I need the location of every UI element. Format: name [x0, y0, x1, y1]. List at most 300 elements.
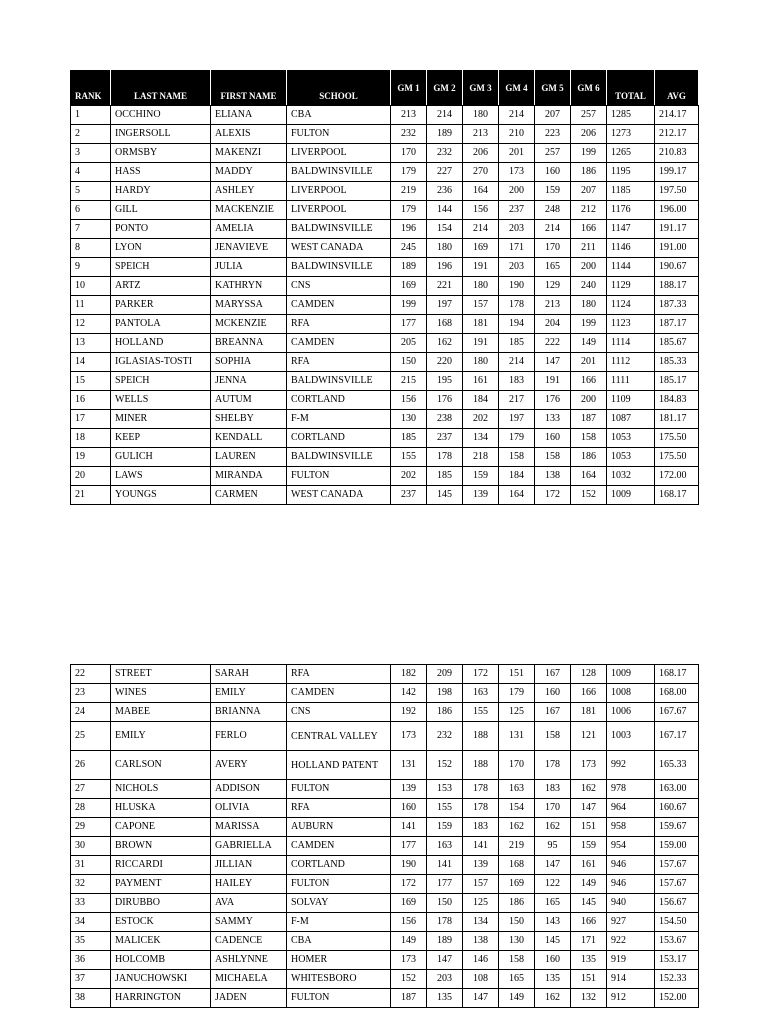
gm5-cell: 145 — [535, 932, 571, 951]
gm4-cell: 131 — [499, 722, 535, 751]
total-cell: 919 — [607, 951, 655, 970]
gm1-cell: 205 — [391, 334, 427, 353]
total-cell: 1147 — [607, 220, 655, 239]
gm6-cell: 173 — [571, 751, 607, 780]
table-row — [71, 315, 699, 334]
rank-cell: 1 — [71, 106, 111, 125]
gm6-cell: 161 — [571, 856, 607, 875]
last-name-cell: BROWN — [111, 837, 211, 856]
gm1-cell: 179 — [391, 163, 427, 182]
avg-cell: 188.17 — [655, 277, 699, 296]
gm1-cell: 130 — [391, 410, 427, 429]
table-row — [71, 372, 699, 391]
gm2-cell: 236 — [427, 182, 463, 201]
gm5-cell: 257 — [535, 144, 571, 163]
rank-cell: 19 — [71, 448, 111, 467]
table-row — [71, 818, 699, 837]
school-cell: RFA — [287, 799, 391, 818]
rank-cell: 2 — [71, 125, 111, 144]
last-name-cell: JANUCHOWSKI — [111, 970, 211, 989]
gm5-cell: 170 — [535, 239, 571, 258]
rank-cell: 32 — [71, 875, 111, 894]
gm2-cell: 185 — [427, 467, 463, 486]
rank-cell: 36 — [71, 951, 111, 970]
first-name-cell: HAILEY — [211, 875, 287, 894]
avg-cell: 167.67 — [655, 703, 699, 722]
gm6-cell: 199 — [571, 144, 607, 163]
gm5-cell: 160 — [535, 951, 571, 970]
header-last-name: LAST NAME — [111, 71, 211, 106]
last-name-cell: HASS — [111, 163, 211, 182]
school-cell: WHITESBORO — [287, 970, 391, 989]
last-name-cell: NICHOLS — [111, 780, 211, 799]
first-name-cell: MACKENZIE — [211, 201, 287, 220]
last-name-cell: YOUNGS — [111, 486, 211, 505]
last-name-cell: CARLSON — [111, 751, 211, 780]
gm6-cell: 128 — [571, 665, 607, 684]
table-row — [71, 258, 699, 277]
last-name-cell: HOLLAND — [111, 334, 211, 353]
school-cell: WEST CANADA — [287, 239, 391, 258]
school-cell: FULTON — [287, 125, 391, 144]
total-cell: 922 — [607, 932, 655, 951]
gm4-cell: 185 — [499, 334, 535, 353]
gm3-cell: 270 — [463, 163, 499, 182]
first-name-cell: AUTUM — [211, 391, 287, 410]
gm3-cell: 139 — [463, 486, 499, 505]
gm2-cell: 237 — [427, 429, 463, 448]
gm3-cell: 178 — [463, 780, 499, 799]
first-name-cell: CADENCE — [211, 932, 287, 951]
gm4-cell: 186 — [499, 894, 535, 913]
last-name-cell: PAYMENT — [111, 875, 211, 894]
last-name-cell: PONTO — [111, 220, 211, 239]
rank-cell: 11 — [71, 296, 111, 315]
total-cell: 1176 — [607, 201, 655, 220]
gm4-cell: 158 — [499, 448, 535, 467]
gm1-cell: 185 — [391, 429, 427, 448]
gm1-cell: 202 — [391, 467, 427, 486]
avg-cell: 167.17 — [655, 722, 699, 751]
avg-cell: 181.17 — [655, 410, 699, 429]
gm4-cell: 163 — [499, 780, 535, 799]
rank-cell: 17 — [71, 410, 111, 429]
gm6-cell: 187 — [571, 410, 607, 429]
table-row — [71, 277, 699, 296]
avg-cell: 191.17 — [655, 220, 699, 239]
avg-cell: 197.50 — [655, 182, 699, 201]
gm4-cell: 125 — [499, 703, 535, 722]
total-cell: 1285 — [607, 106, 655, 125]
gm5-cell: 176 — [535, 391, 571, 410]
school-cell: BALDWINSVILLE — [287, 258, 391, 277]
total-cell: 1006 — [607, 703, 655, 722]
table-row — [71, 125, 699, 144]
table-row — [71, 703, 699, 722]
gm6-cell: 186 — [571, 448, 607, 467]
school-cell: CORTLAND — [287, 429, 391, 448]
gm2-cell: 196 — [427, 258, 463, 277]
gm4-cell: 151 — [499, 665, 535, 684]
school-cell: BALDWINSVILLE — [287, 220, 391, 239]
total-cell: 1144 — [607, 258, 655, 277]
table-row — [71, 665, 699, 684]
gm3-cell: 164 — [463, 182, 499, 201]
gm3-cell: 180 — [463, 106, 499, 125]
header-gm2: GM 2 — [427, 71, 463, 106]
gm4-cell: 130 — [499, 932, 535, 951]
last-name-cell: SPEICH — [111, 258, 211, 277]
avg-cell: 159.67 — [655, 818, 699, 837]
school-cell: LIVERPOOL — [287, 182, 391, 201]
gm1-cell: 152 — [391, 970, 427, 989]
gm5-cell: 162 — [535, 818, 571, 837]
school-cell: RFA — [287, 353, 391, 372]
gm2-cell: 168 — [427, 315, 463, 334]
school-cell: CAMDEN — [287, 334, 391, 353]
header-gm5: GM 5 — [535, 71, 571, 106]
total-cell: 978 — [607, 780, 655, 799]
table-row — [71, 799, 699, 818]
table-row — [71, 220, 699, 239]
total-cell: 954 — [607, 837, 655, 856]
gm2-cell: 147 — [427, 951, 463, 970]
first-name-cell: MICHAELA — [211, 970, 287, 989]
gm3-cell: 183 — [463, 818, 499, 837]
total-cell: 1053 — [607, 429, 655, 448]
gm6-cell: 201 — [571, 353, 607, 372]
rank-cell: 27 — [71, 780, 111, 799]
gm4-cell: 154 — [499, 799, 535, 818]
gm6-cell: 151 — [571, 970, 607, 989]
gm6-cell: 132 — [571, 989, 607, 1008]
school-cell: FULTON — [287, 780, 391, 799]
gm3-cell: 172 — [463, 665, 499, 684]
gm4-cell: 150 — [499, 913, 535, 932]
gm1-cell: 155 — [391, 448, 427, 467]
avg-cell: 165.33 — [655, 751, 699, 780]
gm4-cell: 162 — [499, 818, 535, 837]
first-name-cell: FERLO — [211, 722, 287, 751]
gm3-cell: 147 — [463, 989, 499, 1008]
gm4-cell: 158 — [499, 951, 535, 970]
rank-cell: 21 — [71, 486, 111, 505]
gm2-cell: 178 — [427, 448, 463, 467]
avg-cell: 153.17 — [655, 951, 699, 970]
gm3-cell: 188 — [463, 722, 499, 751]
table-row — [71, 932, 699, 951]
gm1-cell: 190 — [391, 856, 427, 875]
gm2-cell: 159 — [427, 818, 463, 837]
total-cell: 1009 — [607, 665, 655, 684]
avg-cell: 185.67 — [655, 334, 699, 353]
gm5-cell: 213 — [535, 296, 571, 315]
gm2-cell: 232 — [427, 722, 463, 751]
gm5-cell: 95 — [535, 837, 571, 856]
total-cell: 940 — [607, 894, 655, 913]
rank-cell: 20 — [71, 467, 111, 486]
first-name-cell: MADDY — [211, 163, 287, 182]
first-name-cell: ASHLEY — [211, 182, 287, 201]
gm6-cell: 149 — [571, 334, 607, 353]
first-name-cell: SAMMY — [211, 913, 287, 932]
last-name-cell: IGLASIAS-TOSTI — [111, 353, 211, 372]
gm1-cell: 173 — [391, 951, 427, 970]
gm2-cell: 163 — [427, 837, 463, 856]
gm3-cell: 155 — [463, 703, 499, 722]
gm3-cell: 178 — [463, 799, 499, 818]
table-body-bottom — [71, 665, 699, 1008]
gm1-cell: 187 — [391, 989, 427, 1008]
last-name-cell: INGERSOLL — [111, 125, 211, 144]
rank-cell: 29 — [71, 818, 111, 837]
gm5-cell: 159 — [535, 182, 571, 201]
gm4-cell: 149 — [499, 989, 535, 1008]
total-cell: 914 — [607, 970, 655, 989]
first-name-cell: SOPHIA — [211, 353, 287, 372]
gm6-cell: 200 — [571, 258, 607, 277]
last-name-cell: RICCARDI — [111, 856, 211, 875]
total-cell: 958 — [607, 818, 655, 837]
gm2-cell: 221 — [427, 277, 463, 296]
gm3-cell: 157 — [463, 296, 499, 315]
table-row — [71, 296, 699, 315]
gm2-cell: 186 — [427, 703, 463, 722]
first-name-cell: JADEN — [211, 989, 287, 1008]
gm5-cell: 207 — [535, 106, 571, 125]
avg-cell: 187.33 — [655, 296, 699, 315]
school-cell: BALDWINSVILLE — [287, 448, 391, 467]
table-row — [71, 989, 699, 1008]
gm4-cell: 190 — [499, 277, 535, 296]
gm6-cell: 257 — [571, 106, 607, 125]
gm6-cell: 121 — [571, 722, 607, 751]
rank-cell: 30 — [71, 837, 111, 856]
rank-cell: 7 — [71, 220, 111, 239]
gm6-cell: 186 — [571, 163, 607, 182]
table-row — [71, 429, 699, 448]
gm4-cell: 217 — [499, 391, 535, 410]
gm1-cell: 139 — [391, 780, 427, 799]
gm2-cell: 238 — [427, 410, 463, 429]
school-cell: CBA — [287, 106, 391, 125]
gm3-cell: 157 — [463, 875, 499, 894]
last-name-cell: WINES — [111, 684, 211, 703]
avg-cell: 196.00 — [655, 201, 699, 220]
table-row — [71, 875, 699, 894]
total-cell: 992 — [607, 751, 655, 780]
rank-cell: 14 — [71, 353, 111, 372]
school-cell: HOLLAND PATENT — [287, 751, 391, 780]
standings-table-bottom — [70, 664, 699, 1008]
gm1-cell: 237 — [391, 486, 427, 505]
gm6-cell: 211 — [571, 239, 607, 258]
gm6-cell: 158 — [571, 429, 607, 448]
school-cell: CAMDEN — [287, 296, 391, 315]
gm2-cell: 135 — [427, 989, 463, 1008]
gm3-cell: 180 — [463, 353, 499, 372]
gm1-cell: 170 — [391, 144, 427, 163]
school-cell: CENTRAL VALLEY — [287, 722, 391, 751]
gm2-cell: 177 — [427, 875, 463, 894]
avg-cell: 152.33 — [655, 970, 699, 989]
gm1-cell: 215 — [391, 372, 427, 391]
gm5-cell: 133 — [535, 410, 571, 429]
avg-cell: 175.50 — [655, 429, 699, 448]
gm1-cell: 131 — [391, 751, 427, 780]
table-row — [71, 780, 699, 799]
gm2-cell: 180 — [427, 239, 463, 258]
rank-cell: 16 — [71, 391, 111, 410]
total-cell: 1008 — [607, 684, 655, 703]
gm6-cell: 135 — [571, 951, 607, 970]
gm2-cell: 209 — [427, 665, 463, 684]
gm6-cell: 151 — [571, 818, 607, 837]
header-avg: AVG — [655, 71, 699, 106]
gm1-cell: 213 — [391, 106, 427, 125]
gm2-cell: 214 — [427, 106, 463, 125]
gm6-cell: 166 — [571, 913, 607, 932]
gm2-cell: 153 — [427, 780, 463, 799]
gm6-cell: 181 — [571, 703, 607, 722]
gm1-cell: 199 — [391, 296, 427, 315]
avg-cell: 160.67 — [655, 799, 699, 818]
gm5-cell: 167 — [535, 665, 571, 684]
standings-table-top — [70, 70, 699, 505]
gm2-cell: 152 — [427, 751, 463, 780]
first-name-cell: ALEXIS — [211, 125, 287, 144]
total-cell: 1124 — [607, 296, 655, 315]
last-name-cell: WELLS — [111, 391, 211, 410]
gm6-cell: 166 — [571, 372, 607, 391]
gm1-cell: 189 — [391, 258, 427, 277]
gm6-cell: 162 — [571, 780, 607, 799]
first-name-cell: AMELIA — [211, 220, 287, 239]
table-row — [71, 894, 699, 913]
last-name-cell: GULICH — [111, 448, 211, 467]
gm5-cell: 178 — [535, 751, 571, 780]
first-name-cell: JILLIAN — [211, 856, 287, 875]
gm5-cell: 167 — [535, 703, 571, 722]
total-cell: 1009 — [607, 486, 655, 505]
last-name-cell: MABEE — [111, 703, 211, 722]
gm3-cell: 125 — [463, 894, 499, 913]
last-name-cell: HARDY — [111, 182, 211, 201]
gm3-cell: 214 — [463, 220, 499, 239]
gm2-cell: 203 — [427, 970, 463, 989]
first-name-cell: JENAVIEVE — [211, 239, 287, 258]
gm3-cell: 161 — [463, 372, 499, 391]
gm2-cell: 198 — [427, 684, 463, 703]
gm3-cell: 156 — [463, 201, 499, 220]
gm4-cell: 171 — [499, 239, 535, 258]
rank-cell: 12 — [71, 315, 111, 334]
table-body-top — [71, 106, 699, 505]
first-name-cell: ELIANA — [211, 106, 287, 125]
table-row — [71, 722, 699, 751]
gm2-cell: 195 — [427, 372, 463, 391]
gm3-cell: 202 — [463, 410, 499, 429]
first-name-cell: CARMEN — [211, 486, 287, 505]
total-cell: 964 — [607, 799, 655, 818]
gm3-cell: 206 — [463, 144, 499, 163]
school-cell: LIVERPOOL — [287, 144, 391, 163]
avg-cell: 157.67 — [655, 856, 699, 875]
last-name-cell: EMILY — [111, 722, 211, 751]
school-cell: F-M — [287, 913, 391, 932]
avg-cell: 156.67 — [655, 894, 699, 913]
rank-cell: 3 — [71, 144, 111, 163]
total-cell: 1032 — [607, 467, 655, 486]
gm1-cell: 177 — [391, 315, 427, 334]
rank-cell: 35 — [71, 932, 111, 951]
gm6-cell: 206 — [571, 125, 607, 144]
gm2-cell: 189 — [427, 125, 463, 144]
gm3-cell: 184 — [463, 391, 499, 410]
first-name-cell: GABRIELLA — [211, 837, 287, 856]
table-row — [71, 467, 699, 486]
last-name-cell: MINER — [111, 410, 211, 429]
school-cell: CNS — [287, 277, 391, 296]
table-row — [71, 448, 699, 467]
gm5-cell: 135 — [535, 970, 571, 989]
last-name-cell: PANTOLA — [111, 315, 211, 334]
gm4-cell: 168 — [499, 856, 535, 875]
first-name-cell: MARISSA — [211, 818, 287, 837]
avg-cell: 190.67 — [655, 258, 699, 277]
gm6-cell: 166 — [571, 220, 607, 239]
first-name-cell: SHELBY — [211, 410, 287, 429]
gm2-cell: 141 — [427, 856, 463, 875]
first-name-cell: SARAH — [211, 665, 287, 684]
gm4-cell: 214 — [499, 106, 535, 125]
avg-cell: 168.17 — [655, 665, 699, 684]
gm1-cell: 169 — [391, 894, 427, 913]
total-cell: 927 — [607, 913, 655, 932]
school-cell: BALDWINSVILLE — [287, 163, 391, 182]
gm6-cell: 147 — [571, 799, 607, 818]
avg-cell: 157.67 — [655, 875, 699, 894]
total-cell: 946 — [607, 856, 655, 875]
gm4-cell: 214 — [499, 353, 535, 372]
avg-cell: 191.00 — [655, 239, 699, 258]
last-name-cell: MALICEK — [111, 932, 211, 951]
rank-cell: 38 — [71, 989, 111, 1008]
last-name-cell: GILL — [111, 201, 211, 220]
gm5-cell: 158 — [535, 448, 571, 467]
gm2-cell: 176 — [427, 391, 463, 410]
gm5-cell: 191 — [535, 372, 571, 391]
rank-cell: 6 — [71, 201, 111, 220]
gm5-cell: 183 — [535, 780, 571, 799]
gm3-cell: 134 — [463, 913, 499, 932]
gm4-cell: 183 — [499, 372, 535, 391]
gm6-cell: 145 — [571, 894, 607, 913]
gm3-cell: 213 — [463, 125, 499, 144]
gm3-cell: 180 — [463, 277, 499, 296]
table-row — [71, 182, 699, 201]
rank-cell: 31 — [71, 856, 111, 875]
total-cell: 1003 — [607, 722, 655, 751]
school-cell: CAMDEN — [287, 837, 391, 856]
table-row — [71, 913, 699, 932]
school-cell: AUBURN — [287, 818, 391, 837]
rank-cell: 33 — [71, 894, 111, 913]
gm4-cell: 179 — [499, 684, 535, 703]
avg-cell: 185.17 — [655, 372, 699, 391]
gm1-cell: 173 — [391, 722, 427, 751]
gm2-cell: 197 — [427, 296, 463, 315]
